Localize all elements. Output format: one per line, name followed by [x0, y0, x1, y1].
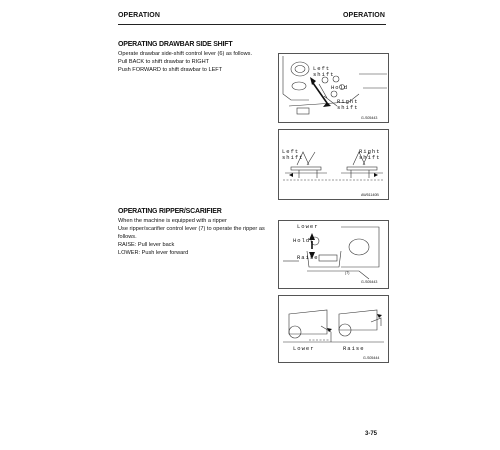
figure-code: AW51140B [361, 193, 379, 197]
label-left-shift: Left shift [282, 148, 304, 161]
header-left-title: OPERATION [118, 12, 160, 19]
figure-ripper-lever [278, 220, 389, 289]
figure-code: G-S05444 [363, 356, 380, 360]
header-rule [118, 24, 386, 25]
figure-code: G-S05443 [361, 116, 378, 120]
section-title-ripper: OPERATING RIPPER/SCARIFIER [118, 208, 222, 215]
page-number: 3-75 [365, 431, 378, 437]
label-lower: Lower [297, 223, 319, 230]
label-right-shift: Right shift [359, 148, 381, 161]
label-hold: Hold [331, 84, 349, 91]
figure-ripper-positions [278, 295, 389, 363]
body-line: Operate drawbar side-shift control lever (6) as follows. [118, 51, 252, 57]
lever-number: (7) [345, 271, 350, 275]
figure-code: G-S05443 [361, 280, 378, 284]
label-left-shift: Left shift [313, 65, 335, 78]
ripper-positions-illustration [279, 296, 388, 362]
ripper-lever-illustration [279, 221, 388, 288]
label-right-shift: Right shift [337, 98, 359, 111]
body-line: LOWER: Push lever forward [118, 250, 189, 256]
label-raise: Raise [297, 254, 319, 261]
body-line: Pull BACK to shift drawbar to RIGHT [118, 59, 210, 65]
header-right-title: OPERATION [343, 12, 385, 19]
section-title-drawbar: OPERATING DRAWBAR SIDE SHIFT [118, 41, 233, 48]
body-line: When the machine is equipped with a ripper [118, 218, 227, 224]
drawbar-illustration [279, 130, 388, 199]
body-line: Push FORWARD to shift drawbar to LEFT [118, 67, 223, 73]
body-line: Use ripper/scarifier control lever (7) to operate the ripper as follows. [118, 226, 265, 240]
figure-drawbar-shift [278, 129, 389, 200]
label-lower: Lower [293, 345, 315, 352]
body-line: RAISE: Pull lever back [118, 242, 175, 248]
figure-side-shift-lever [278, 53, 389, 123]
label-hold: Hold [293, 237, 311, 244]
section-body-drawbar [118, 50, 280, 74]
section-body-ripper [118, 217, 280, 257]
label-raise: Raise [343, 345, 365, 352]
